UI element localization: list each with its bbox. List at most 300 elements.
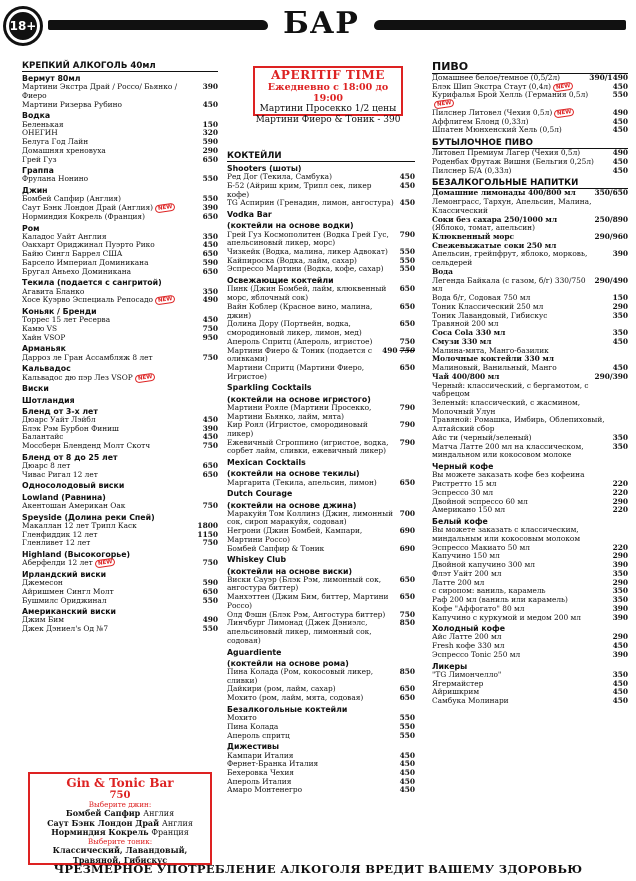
menu-item-name: [227, 364, 400, 381]
menu-item: [432, 198, 628, 215]
menu-item-name: [227, 619, 400, 645]
menu-item-name-text: Домашнее белое/темное (0,5/2л): [432, 73, 561, 82]
menu-subheading: Sparkling Cocktails: [227, 383, 312, 393]
price-value: 450: [612, 165, 628, 175]
menu-item-price: [203, 354, 218, 363]
menu-item-price: [613, 651, 628, 660]
menu-item-name-text: Фернет-Бранка Италия: [227, 759, 319, 769]
price-value: 450: [202, 315, 218, 325]
price-value: 550: [202, 174, 218, 184]
menu-item-name: [227, 668, 400, 685]
aperitif-offer: Мартини Фиеро & Тоник - 390: [255, 114, 401, 125]
new-badge: NEW: [94, 558, 115, 569]
menu-item-name-text: Пилснер Литовел (Чехия 0,5л): [432, 107, 553, 117]
menu-subheading: Граппа: [22, 166, 54, 176]
menu-item-name-text: Coca Cola 330 мл: [432, 328, 506, 338]
price-value: 490: [612, 107, 628, 117]
menu-item: [22, 471, 218, 480]
menu-item-price: [400, 364, 415, 373]
price-value: 350: [202, 286, 218, 296]
price-value: 750: [399, 336, 415, 346]
menu-item-price: [203, 156, 218, 165]
menu-item-name-text: Бомбей Сапфир & Тоник: [227, 543, 325, 553]
menu-item: [227, 199, 415, 208]
price-value: 700: [399, 508, 415, 518]
menu-subheading: Белый кофе: [432, 516, 488, 526]
menu-item-price: [400, 576, 415, 585]
menu-item-name-text: Дюарс Уайт Лэйбл: [22, 414, 96, 424]
menu-item-name: [432, 506, 613, 515]
price-value: 350: [612, 310, 628, 320]
menu-item-name-text: Двойной капучино 300 мл: [432, 560, 535, 570]
menu-subheading: Mexican Cocktails: [227, 458, 306, 468]
price-value: 790: [399, 229, 415, 239]
menu-item: [227, 786, 415, 795]
price-value: 450: [612, 125, 628, 135]
menu-item-name-text: Вайн Коблер (Красное вино, малина, джин): [227, 301, 373, 320]
menu-item-name: [22, 296, 203, 305]
price-value: 290: [612, 577, 628, 587]
menu-item-name: [22, 374, 218, 383]
menu-item: [22, 83, 218, 100]
gin-tonic-bar-box: [28, 772, 212, 865]
price-value: 450: [202, 414, 218, 424]
price-value: 590: [202, 578, 218, 588]
menu-item: [227, 231, 415, 248]
menu-item: [432, 506, 628, 515]
menu-item-name-text: Кир Роял (Игристое, смородиновый ликер): [227, 420, 368, 439]
menu-subheading: Dutch Courage: [227, 489, 293, 499]
menu-item-name: [227, 439, 400, 456]
menu-item-name-text: Вода б/г, Содовая 750 мл: [432, 293, 531, 303]
gin-tonic-price: 750: [109, 790, 131, 801]
menu-subheading: Ирландский виски: [22, 569, 107, 579]
menu-item-name: [227, 199, 400, 208]
price-value: 490: [202, 615, 218, 625]
menu-subheading: Aguardiente: [227, 647, 282, 657]
menu-item-name-text: Зеленый: классический, с жасмином, Молочный Улун: [432, 397, 581, 416]
menu-item-name-text: Раф 200 мл (ваниль или карамель): [432, 595, 568, 605]
menu-item-name-text: Соки без сахара 250/1000 мл: [432, 214, 558, 224]
choose-tonic-label: Выберите тоник:: [87, 836, 153, 846]
price-value: 650: [202, 266, 218, 276]
menu-item: [22, 354, 218, 363]
menu-item-price: [203, 559, 218, 568]
menu-item-name-text: Байю Сингл Баррел США: [22, 249, 123, 259]
price-value: 450: [399, 785, 415, 795]
price-value: 450: [399, 198, 415, 208]
menu-item: [227, 320, 415, 337]
price-value: 390: [202, 82, 218, 92]
price-value: 290: [612, 301, 628, 311]
menu-item-name-text: Маракуйя Том Коллинз (Джин, лимонный сок, сироп маракуйя, содовая): [227, 508, 394, 527]
menu-item-name-text: Легенда Байкала (с газом, б/г) 330/750 мл: [432, 275, 586, 294]
menu-item-name-text: Дюарс 8 лет: [22, 461, 71, 470]
menu-item-price: [400, 439, 415, 448]
price-value: 790: [399, 437, 415, 447]
menu-item-name-text: Барсело Империал Доминикана: [22, 257, 149, 267]
menu-item: [227, 479, 415, 488]
price-value: 550: [399, 264, 415, 274]
menu-item-price: [203, 597, 218, 606]
menu-item-name-text: Матча Латте 200 мл на классическом, миндальном или кокосовом молоке: [432, 441, 584, 460]
health-warning: ЧРЕЗМЕРНОЕ УПОТРЕБЛЕНИЕ АЛКОГОЛЯ ВРЕДИТ ВАШЕМУ ЗДОРОВЬЮ: [53, 862, 583, 876]
menu-item: [227, 421, 415, 438]
price-value: 390: [612, 649, 628, 659]
menu-item-name: [22, 502, 203, 511]
price-value: 750: [202, 324, 218, 333]
menu-item-name-text: Молочные коктейли 330 мл: [432, 354, 555, 364]
menu-item: [22, 374, 218, 383]
menu-subheading: Текила (подается с сангритой): [22, 278, 162, 288]
menu-item-price: [203, 268, 218, 277]
menu-item-price: [400, 265, 415, 274]
menu-item-name-text: Бругал Аньехо Доминикана: [22, 266, 132, 276]
menu-item-name-text: Аберфелди 12 лет: [22, 558, 93, 568]
menu-item-name-text: Малина-мята, Манго-базилик: [432, 345, 549, 355]
menu-item-name-text: Гленливет 12 лет: [22, 538, 91, 548]
menu-item: [227, 404, 415, 421]
price-value: 350: [612, 669, 628, 679]
menu-subheading: Ликеры: [432, 661, 468, 671]
menu-item-name: [227, 404, 400, 421]
menu-item-name-text: Маргарита (Текила, апельсин, лимон): [227, 477, 377, 487]
price-value: 320: [202, 128, 218, 138]
menu-item-name-text: Смузи 330 мл: [432, 336, 492, 346]
menu-item-name-text: Джемесон: [22, 578, 63, 588]
menu-item-price: [382, 347, 415, 356]
price-value: 390/1490: [589, 73, 628, 82]
price-value: 290: [202, 145, 218, 155]
price-value: 450: [399, 759, 415, 769]
menu-section-heading: КРЕПКИЙ АЛКОГОЛЬ 40мл: [22, 61, 218, 72]
price-value: 350: [612, 441, 628, 451]
menu-section-heading: БЕЗАЛКОГОЛЬНЫЕ НАПИТКИ: [432, 178, 628, 189]
menu-item-name-text: Двойной эспрессо 60 мл: [432, 496, 528, 506]
menu-item-name-text: Латте 200 мл: [432, 577, 485, 587]
menu-item-price: [594, 216, 628, 225]
gin-option: Бомбей Сапфир Англия: [65, 808, 175, 819]
menu-item-name-text: Бушмилс Ориджинал: [22, 595, 107, 605]
menu-item-name-text: Балантайс: [22, 432, 64, 442]
price-value: 650: [399, 592, 415, 602]
price-value: 650: [399, 574, 415, 584]
menu-item-name-text: Манхэттен (Джим Бим, биттер, Мартини Россо): [227, 592, 389, 610]
menu-item-name: [432, 443, 613, 460]
menu-item-price: [203, 83, 218, 92]
menu-item-name: [227, 527, 400, 544]
menu-item: [22, 334, 218, 343]
menu-item: [22, 539, 218, 548]
menu-section-heading: БУТЫЛОЧНОЕ ПИВО: [432, 138, 628, 149]
price-value: 650: [202, 154, 218, 164]
menu-item-price: [400, 182, 415, 191]
menu-item-name-text: Черный: классический, с бергамотом, с чабрецом: [432, 380, 589, 399]
gin-tonic-title: Gin & Tonic Bar: [66, 776, 174, 790]
menu-subheading: (коктейли на основе текилы): [227, 469, 360, 479]
menu-item-name-text: Айс ти (черный/зеленый): [432, 432, 532, 442]
menu-item-price: [400, 510, 415, 519]
menu-item: [227, 182, 415, 199]
menu-item-name: [227, 576, 400, 593]
menu-item: [22, 625, 218, 634]
menu-item: [432, 167, 628, 176]
price-value: 650: [202, 469, 218, 479]
price-value: 450: [612, 116, 628, 126]
menu-subheading: Shooters (шоты): [227, 164, 302, 173]
menu-item-name: [22, 539, 203, 548]
menu-item: [227, 285, 415, 302]
price-value: 450: [612, 696, 628, 706]
menu-subheading: (коктейли на основе игристого): [227, 394, 371, 404]
menu-item-price: [613, 312, 628, 321]
menu-item-name-text: Флэт Уайт 200 мл: [432, 568, 502, 578]
new-badge: NEW: [134, 372, 155, 383]
price-value: 390: [612, 603, 628, 613]
menu-item-price: [203, 539, 218, 548]
price-value: 750: [202, 352, 218, 362]
menu-item-name-text: Кофе "Аффогато" 80 мл: [432, 603, 525, 613]
price-value: 220: [612, 479, 628, 489]
brush-stroke-decoration: [48, 20, 268, 30]
menu-item-price: [613, 506, 628, 515]
price-value: 850: [399, 667, 415, 676]
menu-item: [22, 156, 218, 165]
menu-item-name-text: Виски Сауэр (Блэк Рэм, лимонный сок, ангостура биттер): [227, 574, 382, 593]
age-restriction-badge: 18+: [6, 9, 40, 43]
menu-subheading: Lowland (Равнина): [22, 492, 106, 502]
menu-item-name-text: Мартини Ризерва Рубино: [22, 99, 122, 109]
price-value: 1800: [197, 520, 218, 530]
menu-subheading: Водка: [22, 111, 51, 121]
menu-item: [227, 619, 415, 645]
menu-item-name: [22, 471, 203, 480]
menu-item-name: [227, 285, 400, 302]
menu-item-price: [400, 786, 415, 795]
menu-item-name-text: Ристретто 15 мл: [432, 479, 497, 489]
menu-item-name-text: Негрони (Джин Бомбей, Кампари, Мартини Россо): [227, 526, 363, 544]
menu-item-name: [432, 250, 613, 267]
price-value: 650: [399, 684, 415, 694]
menu-item-name-text: Грей Гуз: [22, 154, 57, 164]
price-value: 290/490: [594, 275, 628, 285]
menu-item-name-text: Гленфиддик 12 лет: [22, 529, 98, 539]
menu-item-name-text: Саут Бэнк Лондон Драй (Англия): [22, 203, 153, 213]
menu-item-price: [400, 199, 415, 208]
menu-item-price: [594, 233, 628, 242]
menu-item-name-text: Блэк Шип Экстра Стаут (0,4л): [432, 81, 552, 91]
price-value: 650: [399, 693, 415, 703]
menu-item-name-text: ОНЕГИН: [22, 128, 58, 138]
menu-item-price: [203, 175, 218, 184]
menu-item-name-text: Свежевыжатые соки 250 мл: [432, 240, 557, 250]
menu-item-name: [227, 510, 400, 527]
menu-item-name-text: Бехеровка Чехия: [227, 767, 294, 777]
menu-item-name-text: Курифалья Брой Хелль (Германия 0,5л): [432, 90, 589, 100]
menu-item: [227, 545, 415, 554]
menu-item-name: [22, 156, 203, 165]
price-value: 390: [202, 423, 218, 433]
price-value: 590: [202, 257, 218, 267]
menu-item-price: [203, 442, 218, 451]
menu-item-name-text: Тоник Лавандовый, Гибискус: [432, 310, 548, 320]
price-value: 690: [399, 543, 415, 553]
menu-item-name-text: Чизкейк (Водка, малина, ликер Адвокат): [227, 246, 388, 256]
menu-item-name-text: Апероль спритц: [227, 730, 290, 740]
menu-item: [432, 250, 628, 267]
menu-item-price: [400, 285, 415, 294]
menu-item-price: [203, 296, 218, 305]
menu-item-name: [432, 277, 594, 294]
menu-item-name: [227, 182, 400, 199]
menu-item-name-text: Апельсин, грейпфрут, яблоко, морковь, сельдерей: [432, 249, 588, 268]
menu-item: [22, 213, 218, 222]
price-value: 350: [202, 231, 218, 241]
menu-subheading: Коньяк / Бренди: [22, 307, 97, 317]
menu-item-name-text: Роденбах Фрутаж Вишня (Бельгия 0,25л): [432, 156, 594, 166]
price-value: 750: [202, 500, 218, 510]
menu-item-name: [22, 334, 203, 343]
menu-item-name-text: Капучино 150 мл: [432, 551, 500, 561]
menu-item: [432, 91, 628, 108]
menu-section-heading: ПИВО: [432, 60, 628, 74]
price-value: 450: [202, 432, 218, 442]
menu-item-name: [227, 545, 400, 554]
price-value: 650: [202, 249, 218, 259]
price-value: 550: [399, 713, 415, 723]
price-value: 690: [399, 526, 415, 536]
menu-item-price: [203, 101, 218, 110]
price-value: 650: [202, 461, 218, 470]
new-badge: NEW: [434, 99, 455, 110]
menu-item-name-text: Травяной: Ромашка, Имбирь, Облепиховый, Алтайский сбор: [432, 415, 605, 434]
menu-item: [227, 510, 415, 527]
menu-item-name: [22, 442, 203, 451]
menu-item-name: [22, 83, 203, 100]
price-value: 390: [612, 612, 628, 622]
price-value: 450: [399, 767, 415, 777]
menu-subheading: (коктейли на основе водки): [227, 221, 354, 231]
menu-item-name: [432, 416, 628, 433]
price-value: 250/890: [594, 214, 628, 224]
menu-item-name: [227, 231, 400, 248]
menu-subheading: Арманьяк: [22, 344, 66, 354]
menu-item-price: [594, 189, 628, 198]
menu-item-name-text: Капучино с куркумой и медом 200 мл: [432, 612, 581, 622]
menu-item-price: [613, 697, 628, 706]
price-value: 550: [399, 721, 415, 731]
menu-item-name-text: Грей Гуз Космополитен (Водка Грей Гус, апельсиновый ликер, морс): [227, 229, 389, 248]
menu-item-name-text: Хайн VSOP: [22, 332, 66, 342]
menu-item-name-text: Кальвадос дю пэр Лез VSOP: [22, 372, 133, 382]
menu-item-name: [22, 354, 203, 363]
menu-item-price: [613, 126, 628, 135]
menu-section-heading: КОКТЕЙЛИ: [227, 151, 415, 162]
menu-item-name-text: Кампари Италия: [227, 750, 294, 760]
menu-item-name: [22, 101, 203, 110]
menu-item-name-text: Норминдия Кокрель (Франция): [22, 211, 145, 221]
price-value: 220: [612, 542, 628, 552]
menu-item: [22, 175, 218, 184]
menu-item-name-text: Эспрессо Мартини (Водка, кофе, сахар): [227, 264, 384, 274]
menu-item: [432, 697, 628, 706]
price-value: 1150: [197, 529, 218, 539]
menu-item-name-text: Долина Дору (Портвейн, водка, смородиновый ликер, лимон, мед): [227, 319, 362, 338]
menu-item-name-text: Пина Колада (Ром, кокосовый ликер, сливки): [227, 667, 374, 685]
menu-item: [22, 559, 218, 568]
menu-item-name: [432, 167, 613, 176]
menu-item-name: [432, 526, 628, 543]
price-value: 350: [612, 432, 628, 442]
menu-item-name-text: Мартини Рояле (Мартини Просекко, Мартини Бьянко, лайм, мята): [227, 402, 372, 421]
menu-item-price: [594, 373, 628, 382]
menu-subheading: Whiskey Club: [227, 555, 287, 565]
price-value: 450: [612, 336, 628, 346]
price-value: 490: [612, 148, 628, 158]
price-value: 390: [612, 249, 628, 259]
menu-item: [432, 416, 628, 433]
menu-item-name-text: Fresh кофе 330 мл: [432, 641, 505, 651]
menu-item-price: [400, 421, 415, 430]
page-header: [0, 0, 636, 56]
menu-item-name-text: Эспрессо 30 мл: [432, 487, 494, 497]
menu-item-name: [22, 175, 203, 184]
menu-subheading: Освежающие коктейли: [227, 276, 334, 286]
menu-item-name-text: Макаллан 12 лет Трипл Каск: [22, 520, 137, 530]
menu-item: [432, 651, 628, 660]
menu-item-name-text: Айс Латте 200 мл: [432, 632, 502, 642]
menu-item-name-text: Шпатен Мюнхенский Хель (0,5л): [432, 125, 562, 135]
menu-item-name-text: с сиропом: ваниль, карамель: [432, 586, 546, 596]
menu-subheading: Ром: [22, 223, 40, 233]
menu-item-price: [400, 320, 415, 329]
menu-item-name-text: Домашняя хреновуха: [22, 145, 106, 155]
menu-item: [432, 614, 628, 623]
menu-item-name-text: Фрулана Нонино: [22, 174, 89, 184]
menu-item-name-text: Белуга Год Лайн: [22, 137, 89, 147]
price-value: 850: [399, 618, 415, 628]
price-value: 550: [612, 90, 628, 100]
menu-column-beer-drinks: [432, 58, 628, 706]
menu-item: [227, 527, 415, 544]
price-value: 450: [399, 776, 415, 786]
menu-item: [432, 526, 628, 543]
menu-subheading: Vodka Bar: [227, 210, 272, 220]
gin-option: Норминдия Кокрель Франция: [51, 827, 189, 838]
price-value: 650: [202, 586, 218, 596]
menu-item-name-text: Линчбург Лимонад (Джек Дэниэлс, апельсиновый ликер, лимонный сок, содовая): [227, 618, 372, 645]
menu-item: [432, 399, 628, 416]
price-value: 450: [612, 156, 628, 166]
menu-item-name-text: Лемонграсс, Тархун, Апельсин, Малина, Классический: [432, 197, 592, 215]
price-value: 550: [399, 730, 415, 740]
menu-item-price: [203, 334, 218, 343]
menu-subheading: Дижестивы: [227, 742, 280, 752]
price-value: 490: [382, 345, 398, 355]
menu-item-name-text: Эспрессо Tonic 250 мл: [432, 649, 521, 659]
new-badge: NEW: [554, 108, 575, 119]
price-value: 490: [202, 295, 218, 305]
menu-item-name-text: Хосе Куэрво Эспециаль Репосадо: [22, 295, 153, 305]
menu-item-price: [594, 277, 628, 286]
menu-item-name-text: Вы можете заказать кофе без кофеина: [432, 470, 585, 480]
aperitif-time-box: [253, 66, 403, 125]
menu-item-name: [227, 732, 400, 741]
menu-item: [432, 382, 628, 399]
menu-item-price: [613, 443, 628, 452]
aperitif-hours: Ежедневно с 18:00 до 19:00: [267, 82, 389, 104]
menu-item-name: [22, 597, 203, 606]
